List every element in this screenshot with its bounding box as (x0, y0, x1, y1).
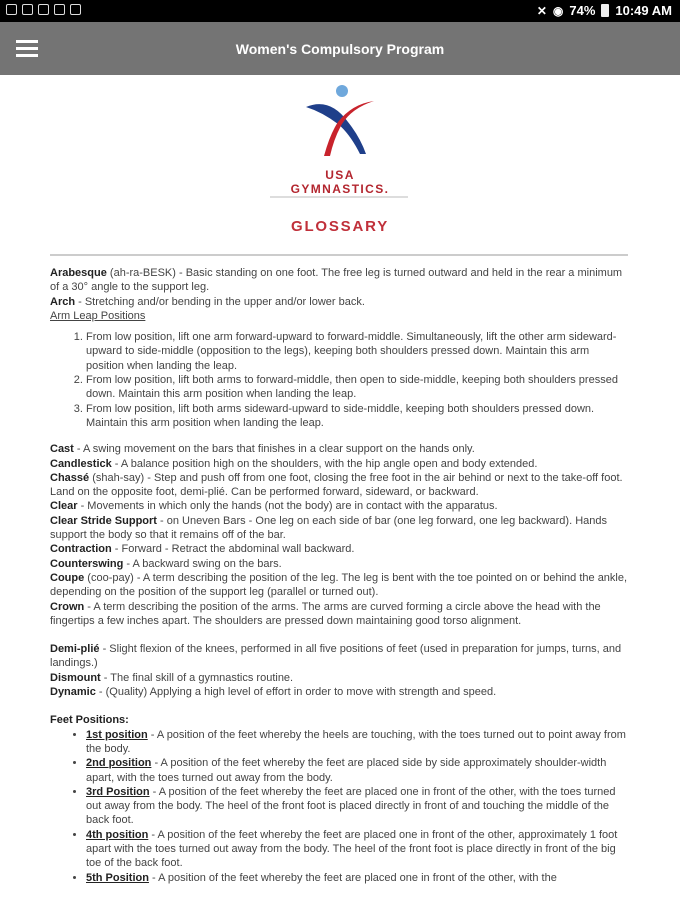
mute-icon: ✕ (536, 3, 547, 18)
glossary-entry: Clear - Movements in which only the hands (not the body) are in contact with the apparatus. (50, 500, 498, 513)
gymnast-figure-icon (300, 82, 380, 162)
app-bar (0, 22, 680, 75)
list-item: 3. From low position, lift both arms sideward-upward to side-middle, keeping both shoulders pressed down. Maintain this arm position when landing the leap. (86, 402, 628, 431)
wifi-icon: ◉ (552, 3, 564, 18)
notification-icon (22, 4, 33, 15)
battery-percent: 74% (569, 3, 596, 18)
list-item: • 5th Position - A position of the feet whereby the feet are placed one in front of the other, with the (86, 871, 628, 885)
glossary-entry: Arch - Stretching and/or bending in the upper and/or lower back. (50, 295, 365, 308)
glossary-entry: Clear Stride Support - on Uneven Bars - One leg on each side of bar (one leg forward, one leg backward). Hands support the body so that it remains off of the bar. (50, 514, 607, 542)
glossary-entry: Crown - A term describing the position of the arms. The arms are curved forming a circle above the head with the fingertips a few inches apart. The shoulders are pressed down maintaining good torso alignment. (50, 600, 601, 627)
glossary-entry: Cast - A swing movement on the bars that finishes in a clear support on the hands only. (50, 443, 475, 456)
arm-leap-positions-link[interactable]: Arm Leap Positions (50, 309, 146, 322)
title-divider (50, 254, 628, 256)
status-bar (0, 0, 680, 22)
list-item: 1. From low position, lift one arm forward-upward to forward-middle. Simultaneously, lift the other arm sideward-upward to side-middle (opposition to the legs), keeping both shoulders pressed down. Maintain this arm position when landing the leap. (86, 330, 628, 373)
list-item: • 2nd position - A position of the feet whereby the feet are placed side by side approximately shoulder-width apart, with the toes turned out away from the body. (86, 756, 628, 785)
clock: 10:49 AM (615, 3, 672, 18)
list-item: • 1st position - A position of the feet whereby the heels are touching, with the toes turned out to point away from the body. (86, 728, 628, 757)
app-title: Women's Compulsory Program (235, 41, 445, 57)
list-item: • 4th position - A position of the feet whereby the feet are placed one in front of the other, approximately 1 foot apart with the toes turned out away from the body. The heel of the front foot is place directly in front of the big toe of the back foot. (86, 828, 628, 871)
notification-icon (38, 4, 49, 15)
list-item: • 3rd Position - A position of the feet whereby the feet are placed one in front of the other, with the toes turned out away from the body. The heel of the front foot is placed directly in front of and touching the middle of the back foot. (86, 785, 628, 828)
glossary-entry: Chassé (shah-say) - Step and push off from one foot, closing the free foot in the air behind or next to the take-off foot. Land on the opposite foot, demi-plié. Can be performed forward, sideward, or backward. (50, 471, 623, 499)
glossary-content (50, 266, 628, 885)
feet-positions-list (86, 728, 628, 885)
glossary-entry: Dismount - The final skill of a gymnastics routine. (50, 671, 294, 684)
list-item: 2. From low position, lift both arms to forward-middle, then open to side-middle, keeping both shoulders pressed down. Maintain this arm position when landing the leap. (86, 373, 628, 402)
notification-icon (54, 4, 65, 15)
brand-name: USA GYMNASTICS. (290, 168, 390, 196)
glossary-entry: Counterswing - A backward swing on the bars. (50, 557, 282, 570)
cloud-icon (70, 4, 81, 15)
feet-positions-heading: Feet Positions: (50, 714, 129, 727)
page-title: GLOSSARY (290, 218, 390, 235)
battery-icon (601, 4, 609, 17)
glossary-entry: Arabesque (ah-ra-BESK) - Basic standing on one foot. The free leg is turned outward and held in the rear a minimum of a 30° angle to the support leg. (50, 267, 623, 294)
logo-divider (270, 196, 408, 198)
glossary-entry: Candlestick - A balance position high on the shoulders, with the hip angle open and body extended. (50, 457, 538, 470)
notification-icon (6, 4, 17, 15)
usa-gymnastics-logo (280, 82, 400, 196)
glossary-entry: Contraction - Forward - Retract the abdominal wall backward. (50, 543, 355, 556)
glossary-entry: Demi-plié - Slight flexion of the knees, performed in all five positions of feet (used in preparation for jumps, turns, and landings.) (50, 643, 622, 670)
notification-icons (6, 4, 81, 15)
arm-leap-list (86, 330, 628, 430)
glossary-entry: Dynamic - (Quality) Applying a high level of effort in order to move with strength and speed. (50, 686, 497, 699)
glossary-entry: Coupe (coo-pay) - A term describing the position of the leg. The leg is bent with the toe pointed on or behind the ankle, depending on the position of the support leg (parallel or turned out). (50, 571, 628, 599)
